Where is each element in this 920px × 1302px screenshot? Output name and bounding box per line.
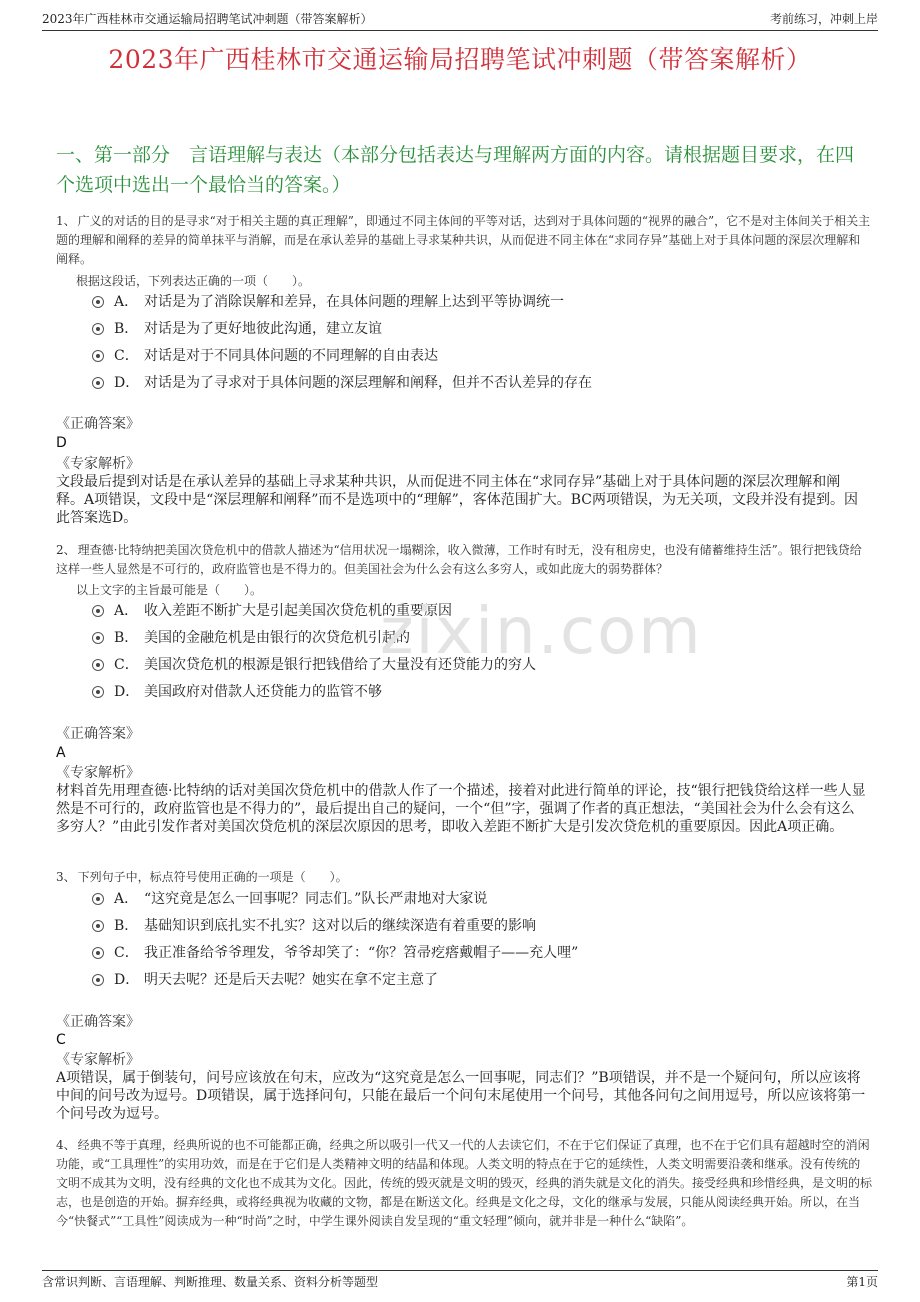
- document-title: 2023年广西桂林市交通运输局招聘笔试冲刺题（带答案解析）: [108, 45, 812, 74]
- question-1-text: 广义的对话的目的是寻求“对于相关主题的真正理解”，即通过不同主体间的平等对话，达到对于具体问题的“视界的融合”，它不是对主体间关于相关主题的理解和阐释的差异的简单抹平与消解，而是在承认差异的基础上寻求某种共识，从而促进不同主体在“求同存异”基础上对于具体问题的深层次理解和阐释。: [56, 214, 871, 266]
- option-letter: D．: [114, 972, 140, 988]
- option-letter: A．: [114, 891, 139, 907]
- question-3-option-c[interactable]: [92, 941, 872, 965]
- section-heading: 一、第一部分 言语理解与表达（本部分包括表达与理解两方面的内容。请根据题目要求，在四个选项中选出一个最恰当的答案。）: [56, 144, 855, 196]
- question-1-option-b[interactable]: [92, 317, 872, 341]
- question-1-option-c[interactable]: [92, 344, 872, 368]
- footer-topics: 含常识判断、言语理解、判断推理、数量关系、资料分析等题型: [42, 1275, 379, 1289]
- question-1-answer: D: [56, 435, 67, 451]
- radio-icon[interactable]: [92, 350, 104, 362]
- radio-icon[interactable]: [92, 893, 104, 905]
- option-letter: D．: [114, 375, 140, 391]
- question-3-explanation: A项错误，属于倒装句，问号应该放在句末，应改为“这究竟是怎么一回事呢，同志们？”B项错误，并不是一个疑问句，所以应该将中间的问号改为逗号。D项错误，属于选择问句，只能在最后一个问句末尾使用一个问号，其他各问句之间用逗号，所以应该将第一个问号改为逗号。: [56, 1070, 866, 1122]
- radio-icon[interactable]: [92, 296, 104, 308]
- option-text: 对话是对于不同具体问题的不同理解的自由表达: [144, 348, 438, 364]
- option-letter: C．: [114, 348, 139, 364]
- radio-icon[interactable]: [92, 947, 104, 959]
- question-2-explanation-label: 《专家解析》: [56, 765, 140, 781]
- question-3-answer: C: [56, 1032, 66, 1048]
- question-1-number: 1、: [56, 214, 76, 228]
- watermark: zixin.com: [380, 595, 703, 669]
- question-2-text: 理查德·比特纳把美国次贷危机中的借款人描述为“信用状况一塌糊涂，收入微薄，工作时有时无，没有租房史，也没有储蓄维持生活”。银行把钱贷给这样一些人显然是不可行的，政府监管也是不得力的。但美国社会为什么会有这么多穷人，或如此庞大的弱势群体？: [56, 543, 862, 576]
- question-3-explanation-label: 《专家解析》: [56, 1052, 140, 1068]
- option-text: 我正准备给爷爷理发，爷爷却笑了：“你？笤帚疙瘩戴帽子——充人哩”: [144, 945, 579, 961]
- option-letter: C．: [114, 945, 139, 961]
- option-text: “这究竟是怎么一回事呢？同志们。”队长严肃地对大家说: [144, 891, 488, 907]
- option-text: 美国政府对借款人还贷能力的监管不够: [144, 684, 382, 700]
- radio-icon[interactable]: [92, 659, 104, 671]
- question-2-lead: 以上文字的主旨最可能是（ ）。: [76, 583, 263, 597]
- option-text: 美国的金融危机是由银行的次贷危机引起的: [144, 630, 410, 646]
- option-text: 美国次贷危机的根源是银行把钱借给了大量没有还贷能力的穷人: [144, 657, 536, 673]
- radio-icon[interactable]: [92, 686, 104, 698]
- option-text: 收入差距不断扩大是引起美国次贷危机的重要原因: [144, 603, 452, 619]
- option-text: 明天去呢？还是后天去呢？她实在拿不定主意了: [144, 972, 438, 988]
- radio-icon[interactable]: [92, 920, 104, 932]
- option-letter: B．: [114, 918, 139, 934]
- option-text: 对话是为了寻求对于具体问题的深层理解和阐释，但并不否认差异的存在: [144, 375, 592, 391]
- question-1-answer-label: 《正确答案》: [56, 416, 140, 432]
- header-slogan: 考前练习，冲刺上岸: [769, 12, 878, 26]
- option-letter: A．: [114, 603, 139, 619]
- question-3-option-d[interactable]: [92, 968, 872, 992]
- question-2-number: 2、: [56, 543, 76, 557]
- question-2-explanation: 材料首先用理查德·比特纳的话对美国次贷危机中的借款人作了一个描述，接着对此进行简单的评论，技“银行把钱贷给这样一些人显然是不可行的，政府监管也是不得力的”，最后提出自己的疑问，一个“但”字，强调了作者的真正想法，“美国社会为什么会有这么多穷人？”由此引发作者对美国次贷危机的深层次原因的思考，即收入差距不断扩大是引发次贷危机的重要原因。因此A项正确。: [56, 783, 866, 835]
- page-header: [42, 10, 878, 31]
- question-1-stem: [56, 212, 872, 269]
- radio-icon[interactable]: [92, 632, 104, 644]
- question-3-number: 3、: [56, 870, 76, 884]
- question-1-option-d[interactable]: [92, 371, 872, 395]
- question-2-stem: [56, 541, 872, 579]
- radio-icon[interactable]: [92, 974, 104, 986]
- page-footer: [42, 1270, 878, 1291]
- question-2-answer: A: [56, 745, 66, 761]
- option-letter: D．: [114, 684, 140, 700]
- option-text: 基础知识到底扎实不扎实？这对以后的继续深造有着重要的影响: [144, 918, 536, 934]
- question-1-explanation-label: 《专家解析》: [56, 456, 140, 472]
- question-4-number: 4、: [56, 1138, 76, 1152]
- radio-icon[interactable]: [92, 377, 104, 389]
- option-letter: B．: [114, 321, 139, 337]
- question-1-option-a[interactable]: [92, 290, 872, 314]
- question-3-option-b[interactable]: [92, 914, 872, 938]
- radio-icon[interactable]: [92, 323, 104, 335]
- question-2-option-d[interactable]: [92, 680, 872, 704]
- option-text: 对话是为了消除误解和差异，在具体问题的理解上达到平等协调统一: [144, 294, 564, 310]
- question-2-answer-label: 《正确答案》: [56, 726, 140, 742]
- question-4-text: 经典不等于真理，经典所说的也不可能都正确，经典之所以吸引一代又一代的人去读它们，不在于它们保证了真理，也不在于它们具有超越时空的消闲功能，或“工具理性”的实用功效，而是在于它们是人类精神文明的结晶和体现。人类文明的特点在于它的延续性，人类文明需要沿袭和继承。没有传统的文明不成其为文明，没有经典的文化也不成其为文化。因此，传统的毁灭就是文明的毁灭，经典的消失就是文化的消失。接受经典和珍惜经典，是文明的标志，也是创造的开始。摒弃经典，或将经典视为收藏的文物，都是在断送文化。经典是文化之母，文化的继承与发展，只能从阅读经典开始。所以，在当今“快餐式”“工具性”阅读成为一种“时尚”之时，中学生课外阅读自发呈现的“重文轻理”倾向，就并非是一种什么“缺陷”。: [56, 1138, 873, 1228]
- question-4-stem: [56, 1136, 872, 1231]
- option-letter: C．: [114, 657, 139, 673]
- question-1-lead: 根据这段话，下列表达正确的一项（ ）。: [76, 274, 311, 288]
- option-letter: A．: [114, 294, 139, 310]
- option-text: 对话是为了更好地彼此沟通，建立友谊: [144, 321, 382, 337]
- question-1-explanation: 文段最后提到对话是在承认差异的基础上寻求某种共识，从而促进不同主体在“求同存异”基础上对于具体问题的深层次理解和阐释。A项错误，文段中是“深层理解和阐释”而不是选项中的“理解”，客体范围扩大。BC两项错误，为无关项，文段并没有提到。因此答案选D。: [56, 474, 858, 526]
- radio-icon[interactable]: [92, 605, 104, 617]
- page-number: 第1页: [846, 1275, 878, 1289]
- question-3-answer-label: 《正确答案》: [56, 1014, 140, 1030]
- option-letter: B．: [114, 630, 139, 646]
- question-3-stem: [56, 868, 872, 887]
- header-doc-title: 2023年广西桂林市交通运输局招聘笔试冲刺题（带答案解析）: [42, 12, 373, 26]
- question-3-option-a[interactable]: [92, 887, 872, 911]
- question-3-text: 下列句子中，标点符号使用正确的一项是（ ）。: [77, 870, 348, 884]
